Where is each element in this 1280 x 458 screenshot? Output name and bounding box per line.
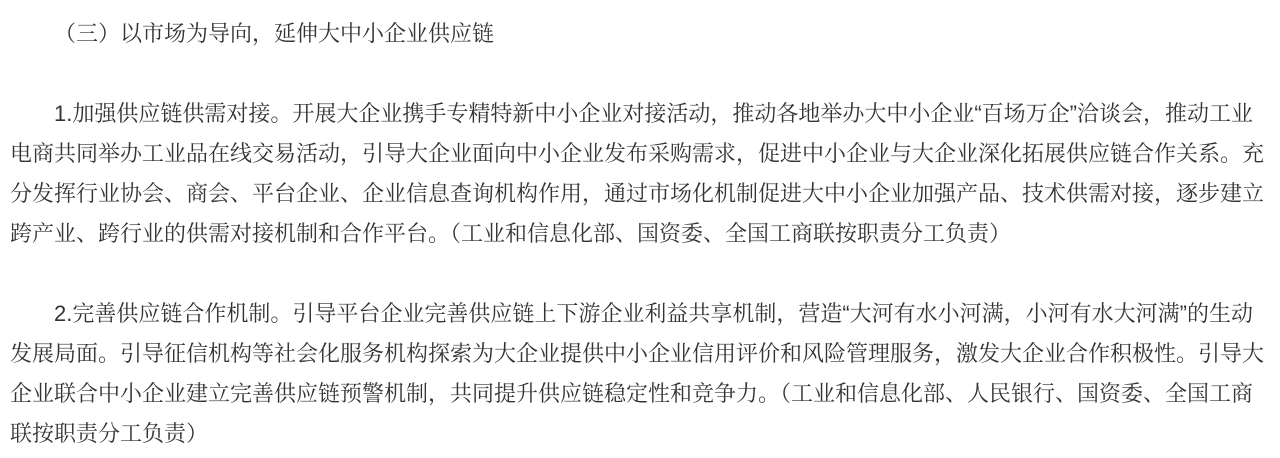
section-heading: （三）以市场为导向，延伸大中小企业供应链: [54, 21, 495, 46]
paragraph-supply-demand-matching: 1.加强供应链供需对接。开展大企业携手专精特新中小企业对接活动，推动各地举办大中小企业“百场万企”洽谈会，推动工业电商共同举办工业品在线交易活动，引导大企业面向中小企业发布采购需求，促进中小企业与大企业深化拓展供应链合作关系。充分发挥行业协会、商会、平台企业、企业信息查询机构作用，通过市场化机制促进大中小企业加强产品、技术供需对接，逐步建立跨产业、跨行业的供需对接机制和合作平台。（工业和信息化部、国资委、全国工商联按职责分工负责）: [10, 101, 1265, 246]
paragraph-cooperation-mechanism: 2.完善供应链合作机制。引导平台企业完善供应链上下游企业利益共享机制，营造“大河有水小河满，小河有水大河满”的生动发展局面。引导征信机构等社会化服务机构探索为大企业提供中小企业信用评价和风险管理服务，激发大企业合作积极性。引导大企业联合中小企业建立完善供应链预警机制，共同提升供应链稳定性和竞争力。（工业和信息化部、人民银行、国资委、全国工商联按职责分工负责）: [10, 301, 1265, 446]
